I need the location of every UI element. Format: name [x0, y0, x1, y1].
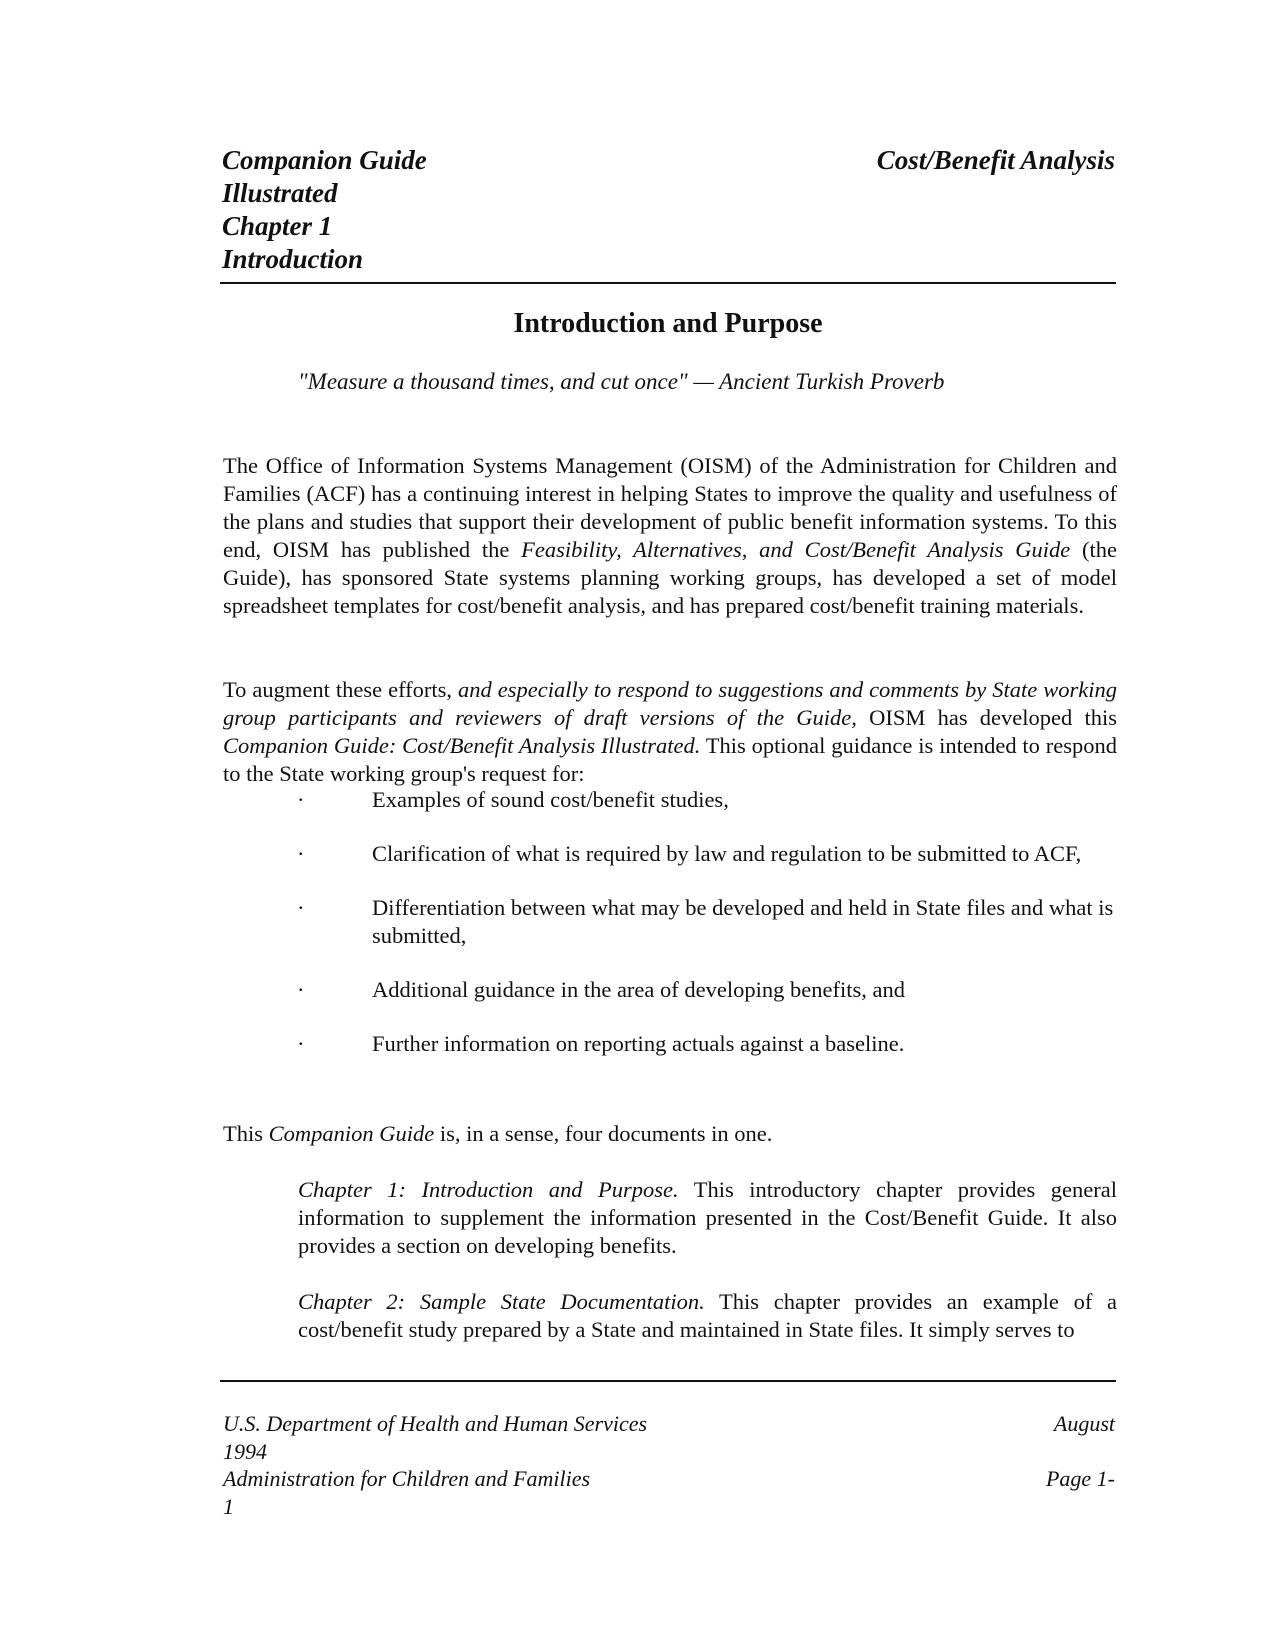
text-run: OISM has developed this	[856, 705, 1117, 730]
header-line: Companion Guide	[222, 145, 427, 175]
header-line: Illustrated	[222, 178, 338, 208]
paragraph-augment-efforts	[223, 676, 1117, 788]
text-run: This chapter provides an example of a cost/benefit study prepared by a State and maintained in State files. It simply serves to	[298, 1289, 1117, 1342]
bullet-marker: ·	[297, 1031, 305, 1056]
chapter-1-description	[298, 1176, 1117, 1260]
footer-rule	[220, 1380, 1116, 1382]
bullet-marker: ·	[297, 977, 305, 1002]
chapter-1-heading: Chapter 1: Introduction and Purpose.	[298, 1177, 679, 1202]
chapter-2-description	[298, 1288, 1117, 1344]
text-run: This	[223, 1121, 269, 1146]
bullet-marker: ·	[297, 895, 305, 920]
running-header-left	[222, 144, 427, 276]
companion-guide-italic: Companion Guide	[268, 1121, 435, 1146]
emphasis-italic: and especially to respond to suggestions and comments by State working group participants and reviewers of draft versions of the Guide,	[223, 677, 1117, 730]
text-run: is, in a sense, four documents in one.	[434, 1121, 773, 1146]
paragraph-four-documents	[223, 1120, 1117, 1148]
footer-department	[223, 1410, 647, 1466]
paragraph-oism-interest	[223, 452, 1117, 620]
text-run: (the Guide), has sponsored State systems planning working groups, has developed a set of model spreadsheet templates for cost/benefit analysis, and has prepared cost/benefit training materials.	[223, 537, 1117, 618]
footer-page-number: Page 1-	[1045, 1466, 1115, 1491]
header-line: Chapter 1	[222, 211, 333, 241]
bullet-item: Clarification of what is required by law and regulation to be submitted to ACF,	[372, 841, 1082, 866]
bullet-item: Examples of sound cost/benefit studies,	[372, 787, 729, 812]
footer-line: U.S. Department of Health and Human Services	[223, 1411, 648, 1436]
bullet-marker: ·	[297, 787, 305, 812]
text-run: To augment these efforts,	[223, 677, 459, 702]
text-run: The Office of Information Systems Management (OISM) of the Administration for Children and Families (ACF) has a continuing interest in helping States to improve the quality and usefulness of the plans and studies that support their development of public benefit information systems. To this end, OISM has published the	[223, 453, 1117, 562]
footer-date: August	[1053, 1411, 1115, 1436]
bullet-item: Further information on reporting actuals against a baseline.	[372, 1031, 905, 1056]
text-run: This optional guidance is intended to respond to the State working group's request for:	[223, 733, 1118, 786]
bullet-marker: ·	[297, 841, 305, 866]
header-line: Introduction	[222, 244, 364, 274]
footer-wrap: 1994	[223, 1439, 267, 1464]
footer-line: Administration for Children and Families	[223, 1466, 591, 1491]
section-title: Introduction and Purpose	[513, 308, 823, 339]
bullet-item: Differentiation between what may be developed and held in State files and what is submitted,	[372, 895, 1114, 948]
companion-guide-title-italic: Companion Guide: Cost/Benefit Analysis Illustrated.	[223, 733, 701, 758]
header-rule	[220, 282, 1116, 284]
guide-title-italic: Feasibility, Alternatives, and Cost/Benefit Analysis Guide	[521, 537, 1071, 562]
epigraph-quote: "Measure a thousand times, and cut once" — Ancient Turkish Proverb	[298, 369, 945, 394]
bullet-item: Additional guidance in the area of developing benefits, and	[372, 977, 905, 1002]
chapter-2-heading: Chapter 2: Sample State Documentation.	[298, 1289, 705, 1314]
text-run: This introductory chapter provides general information to supplement the information presented in the Cost/Benefit Guide. It also provides a section on developing benefits.	[298, 1177, 1118, 1258]
running-header-right: Cost/Benefit Analysis	[876, 145, 1115, 175]
footer-wrap: 1	[223, 1494, 234, 1519]
footer-agency	[223, 1465, 590, 1521]
